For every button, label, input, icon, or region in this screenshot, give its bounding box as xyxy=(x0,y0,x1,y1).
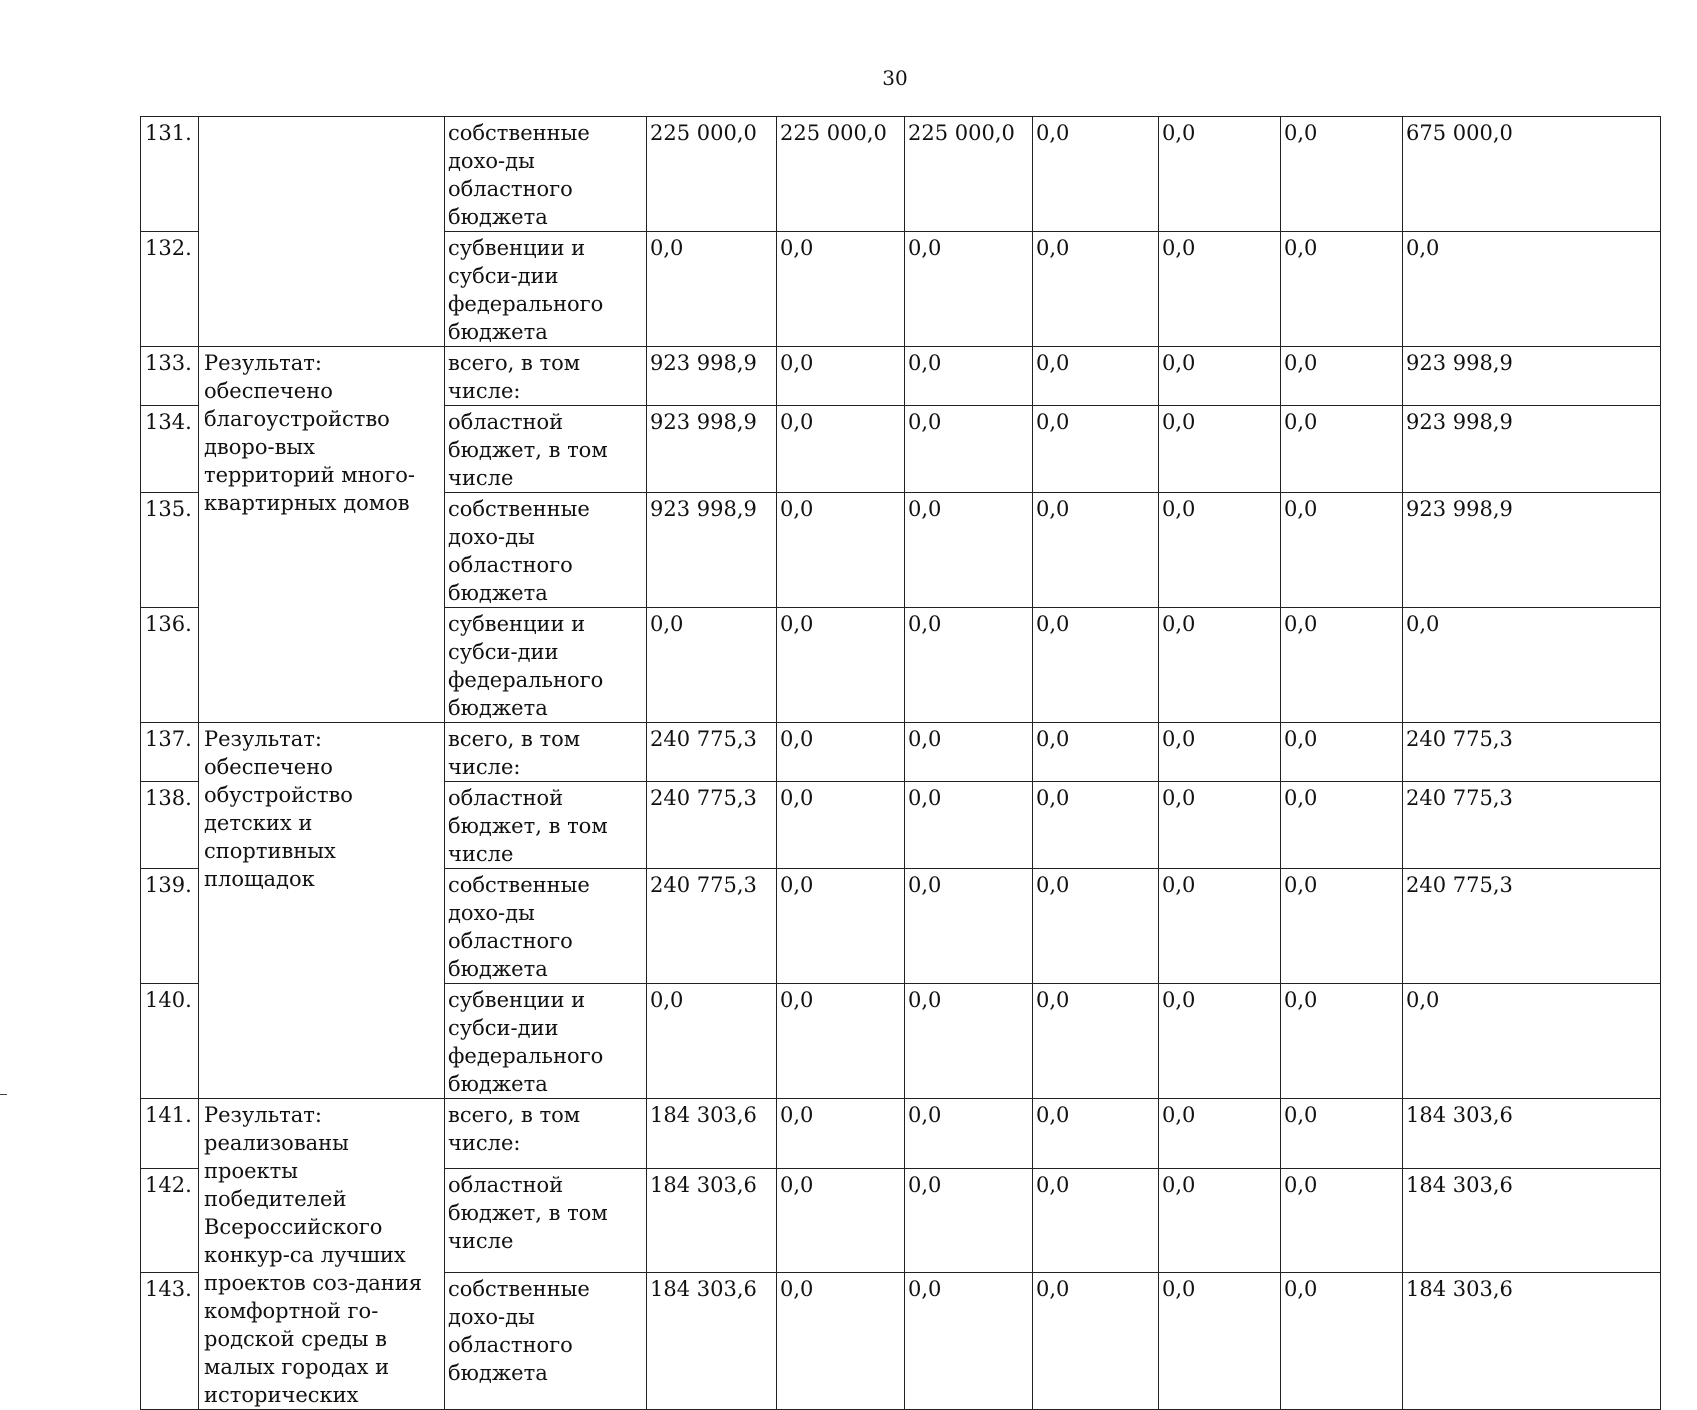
budget-table-container xyxy=(140,116,1660,1410)
value-cell: 0,0 xyxy=(905,608,1033,723)
value-cell: 0,0 xyxy=(1159,869,1281,984)
row-number: 136. xyxy=(141,608,199,723)
row-number: 132. xyxy=(141,232,199,347)
value-cell: 0,0 xyxy=(777,984,905,1099)
table-row xyxy=(141,347,1661,406)
row-number: 133. xyxy=(141,347,199,406)
result-description: Результат: реализованы проекты победителей Всероссийского конкур-са лучших проектов соз-дания комфортной го-родской среды в малых городах и исторических xyxy=(199,1099,445,1410)
funding-source: собственные дохо-ды областного бюджета xyxy=(445,117,647,232)
value-cell-total: 923 998,9 xyxy=(1403,347,1661,406)
value-cell: 0,0 xyxy=(1281,232,1403,347)
value-cell: 225 000,0 xyxy=(777,117,905,232)
value-cell: 0,0 xyxy=(1033,1272,1159,1409)
value-cell: 0,0 xyxy=(647,608,777,723)
value-cell: 0,0 xyxy=(1033,782,1159,869)
value-cell: 0,0 xyxy=(1159,608,1281,723)
value-cell: 0,0 xyxy=(777,723,905,782)
value-cell: 0,0 xyxy=(905,782,1033,869)
value-cell-total: 923 998,9 xyxy=(1403,493,1661,608)
value-cell: 240 775,3 xyxy=(647,869,777,984)
value-cell: 0,0 xyxy=(777,406,905,493)
value-cell: 0,0 xyxy=(1281,984,1403,1099)
row-number: 142. xyxy=(141,1169,199,1273)
value-cell-total: 923 998,9 xyxy=(1403,406,1661,493)
value-cell: 240 775,3 xyxy=(647,723,777,782)
value-cell: 0,0 xyxy=(1281,347,1403,406)
row-number: 135. xyxy=(141,493,199,608)
value-cell-total: 0,0 xyxy=(1403,608,1661,723)
row-number: 141. xyxy=(141,1099,199,1169)
funding-source: собственные дохо-ды областного бюджета xyxy=(445,1272,647,1409)
value-cell: 0,0 xyxy=(1033,723,1159,782)
value-cell: 0,0 xyxy=(777,232,905,347)
value-cell: 0,0 xyxy=(1281,1272,1403,1409)
row-number: 143. xyxy=(141,1272,199,1409)
value-cell: 0,0 xyxy=(777,493,905,608)
value-cell: 923 998,9 xyxy=(647,347,777,406)
funding-source: собственные дохо-ды областного бюджета xyxy=(445,869,647,984)
value-cell: 0,0 xyxy=(905,493,1033,608)
value-cell: 0,0 xyxy=(905,1099,1033,1169)
value-cell: 0,0 xyxy=(777,869,905,984)
value-cell: 0,0 xyxy=(905,347,1033,406)
value-cell: 0,0 xyxy=(1159,347,1281,406)
value-cell: 0,0 xyxy=(1281,1169,1403,1273)
value-cell: 0,0 xyxy=(905,723,1033,782)
row-number: 131. xyxy=(141,117,199,232)
value-cell: 0,0 xyxy=(777,1169,905,1273)
result-description xyxy=(199,117,445,347)
value-cell: 184 303,6 xyxy=(647,1169,777,1273)
value-cell: 923 998,9 xyxy=(647,493,777,608)
table-row xyxy=(141,1099,1661,1169)
table-row xyxy=(141,723,1661,782)
row-number: 139. xyxy=(141,869,199,984)
funding-source: субвенции и субси-дии федерального бюджета xyxy=(445,984,647,1099)
funding-source: всего, в том числе: xyxy=(445,723,647,782)
value-cell: 0,0 xyxy=(905,1272,1033,1409)
value-cell: 923 998,9 xyxy=(647,406,777,493)
value-cell-total: 240 775,3 xyxy=(1403,782,1661,869)
value-cell-total: 184 303,6 xyxy=(1403,1169,1661,1273)
result-description: Результат: обеспечено обустройство детских и спортивных площадок xyxy=(199,723,445,1099)
value-cell: 0,0 xyxy=(1159,232,1281,347)
value-cell-total: 0,0 xyxy=(1403,984,1661,1099)
value-cell: 0,0 xyxy=(905,869,1033,984)
value-cell: 0,0 xyxy=(1159,723,1281,782)
value-cell: 0,0 xyxy=(1033,232,1159,347)
value-cell: 0,0 xyxy=(1159,117,1281,232)
value-cell: 0,0 xyxy=(905,1169,1033,1273)
value-cell: 0,0 xyxy=(1159,1272,1281,1409)
value-cell: 0,0 xyxy=(777,608,905,723)
value-cell: 0,0 xyxy=(1033,984,1159,1099)
value-cell-total: 0,0 xyxy=(1403,232,1661,347)
value-cell: 0,0 xyxy=(1281,723,1403,782)
value-cell-total: 675 000,0 xyxy=(1403,117,1661,232)
value-cell: 0,0 xyxy=(1033,406,1159,493)
row-number: 134. xyxy=(141,406,199,493)
funding-source: областной бюджет, в том числе xyxy=(445,782,647,869)
value-cell: 0,0 xyxy=(1033,493,1159,608)
value-cell: 0,0 xyxy=(1281,869,1403,984)
value-cell: 0,0 xyxy=(1159,1099,1281,1169)
value-cell: 0,0 xyxy=(905,984,1033,1099)
row-number: 138. xyxy=(141,782,199,869)
value-cell: 0,0 xyxy=(1159,782,1281,869)
value-cell: 0,0 xyxy=(1033,1169,1159,1273)
value-cell: 0,0 xyxy=(777,347,905,406)
value-cell: 0,0 xyxy=(777,782,905,869)
value-cell: 225 000,0 xyxy=(905,117,1033,232)
value-cell: 0,0 xyxy=(1033,117,1159,232)
value-cell: 0,0 xyxy=(1159,984,1281,1099)
scan-edge-mark xyxy=(0,1094,7,1095)
value-cell: 0,0 xyxy=(1281,1099,1403,1169)
value-cell: 0,0 xyxy=(1033,1099,1159,1169)
value-cell: 0,0 xyxy=(1281,493,1403,608)
value-cell-total: 240 775,3 xyxy=(1403,723,1661,782)
funding-source: субвенции и субси-дии федерального бюджета xyxy=(445,608,647,723)
funding-source: субвенции и субси-дии федерального бюджета xyxy=(445,232,647,347)
page-number: 30 xyxy=(882,66,908,90)
funding-source: всего, в том числе: xyxy=(445,1099,647,1169)
value-cell: 0,0 xyxy=(1159,406,1281,493)
funding-source: областной бюджет, в том числе xyxy=(445,406,647,493)
value-cell: 0,0 xyxy=(905,406,1033,493)
value-cell-total: 184 303,6 xyxy=(1403,1272,1661,1409)
value-cell-total: 240 775,3 xyxy=(1403,869,1661,984)
value-cell: 0,0 xyxy=(905,232,1033,347)
funding-source: всего, в том числе: xyxy=(445,347,647,406)
value-cell: 0,0 xyxy=(647,232,777,347)
value-cell: 0,0 xyxy=(1281,406,1403,493)
value-cell: 184 303,6 xyxy=(647,1272,777,1409)
table-row xyxy=(141,117,1661,232)
value-cell: 0,0 xyxy=(777,1099,905,1169)
funding-source: областной бюджет, в том числе xyxy=(445,1169,647,1273)
value-cell: 0,0 xyxy=(1033,347,1159,406)
value-cell: 0,0 xyxy=(1159,1169,1281,1273)
result-description: Результат: обеспечено благоустройство дворо-вых территорий много-квартирных домов xyxy=(199,347,445,723)
value-cell: 184 303,6 xyxy=(647,1099,777,1169)
value-cell: 0,0 xyxy=(777,1272,905,1409)
row-number: 140. xyxy=(141,984,199,1099)
value-cell: 0,0 xyxy=(1281,117,1403,232)
value-cell: 225 000,0 xyxy=(647,117,777,232)
funding-source: собственные дохо-ды областного бюджета xyxy=(445,493,647,608)
value-cell: 0,0 xyxy=(1281,608,1403,723)
budget-table xyxy=(140,116,1661,1410)
value-cell: 0,0 xyxy=(1033,869,1159,984)
value-cell-total: 184 303,6 xyxy=(1403,1099,1661,1169)
value-cell: 0,0 xyxy=(1281,782,1403,869)
value-cell: 0,0 xyxy=(647,984,777,1099)
value-cell: 0,0 xyxy=(1159,493,1281,608)
value-cell: 0,0 xyxy=(1033,608,1159,723)
row-number: 137. xyxy=(141,723,199,782)
value-cell: 240 775,3 xyxy=(647,782,777,869)
